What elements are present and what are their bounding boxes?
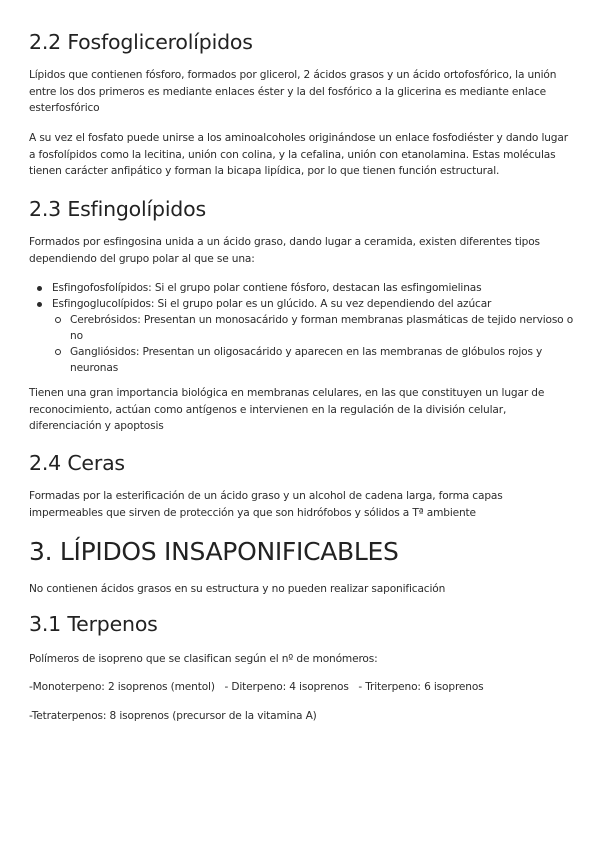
list-item	[29, 280, 574, 296]
heading-esfingolipidos: 2.3 Esfingolípidos	[29, 197, 206, 221]
heading-lipidos-insaponificables: 3. LÍPIDOS INSAPONIFICABLES	[29, 537, 399, 566]
paragraph-fosfoglicerolipidos-definition: Lípidos que contienen fósforo, formados por glicerol, 2 ácidos grasos y un ácido ortofosfórico, la unión entre los dos primeros es mediante enlaces éster y la del fosfórico a la glicerina es mediante enlace esterfosfórico	[29, 69, 557, 114]
paragraph-terpenos-definition: Polímeros de isopreno que se clasifican según el nº de monómeros:	[29, 653, 378, 665]
hollow-bullet-icon	[55, 317, 61, 323]
paragraph-esfingolipidos-importance: Tienen una gran importancia biológica en membranas celulares, en las que constituyen un lugar de reconocimiento, actúan como antígenos e intervienen en la regulación de la división celular, diferenciación y apoptosis	[29, 387, 545, 432]
sub-list-item	[29, 312, 574, 344]
list-item-text: Esfingoglucolípidos: Si el grupo polar es un glúcido. A su vez dependiendo del azúcar	[52, 298, 492, 310]
heading-fosfoglicerolipidos: 2.2 Fosfoglicerolípidos	[29, 30, 253, 54]
esfingolipidos-list	[29, 280, 574, 376]
sub-list-item-text: Gangliósidos: Presentan un oligosacárido y aparecen en las membranas de glóbulos rojos y neuronas	[70, 346, 543, 374]
heading-ceras: 2.4 Ceras	[29, 451, 125, 475]
paragraph-esfingolipidos-intro: Formados por esfingosina unida a un ácido graso, dando lugar a ceramida, existen diferentes tipos dependiendo del grupo polar al que se una:	[29, 236, 540, 265]
sub-list-item	[29, 344, 574, 376]
paragraph-fosfolipidos-formation: A su vez el fosfato puede unirse a los aminoalcoholes originándose un enlace fosfodiéster y dando lugar a fosfolípidos como la lecitina, unión con colina, y la cefalina, unión con etanolamina. Estas moléculas tienen carácter anfipático y forman la bicapa lipídica, por lo que tienen función estructural.	[29, 132, 568, 177]
heading-terpenos: 3.1 Terpenos	[29, 612, 158, 636]
paragraph-terpenos-types: -Monoterpeno: 2 isoprenos (mentol) - Diterpeno: 4 isoprenos - Triterpeno: 6 isoprenos	[29, 681, 484, 693]
list-item-text: Esfingofosfolípidos: Si el grupo polar contiene fósforo, destacan las esfingomielinas	[52, 282, 482, 294]
paragraph-insaponificables: No contienen ácidos grasos en su estructura y no pueden realizar saponificación	[29, 583, 446, 595]
sub-list-item-text: Cerebrósidos: Presentan un monosacárido y forman membranas plasmáticas de tejido nervioso o no	[70, 314, 574, 342]
bullet-icon	[37, 302, 42, 307]
paragraph-ceras: Formadas por la esterificación de un ácido graso y un alcohol de cadena larga, forma capas impermeables que sirven de protección ya que son hidrófobos y sólidos a Tª ambiente	[29, 490, 503, 519]
list-item	[29, 296, 574, 312]
paragraph-tetraterpenos: -Tetraterpenos: 8 isoprenos (precursor de la vitamina A)	[29, 710, 317, 722]
hollow-bullet-icon	[55, 349, 61, 355]
bullet-icon	[37, 286, 42, 291]
